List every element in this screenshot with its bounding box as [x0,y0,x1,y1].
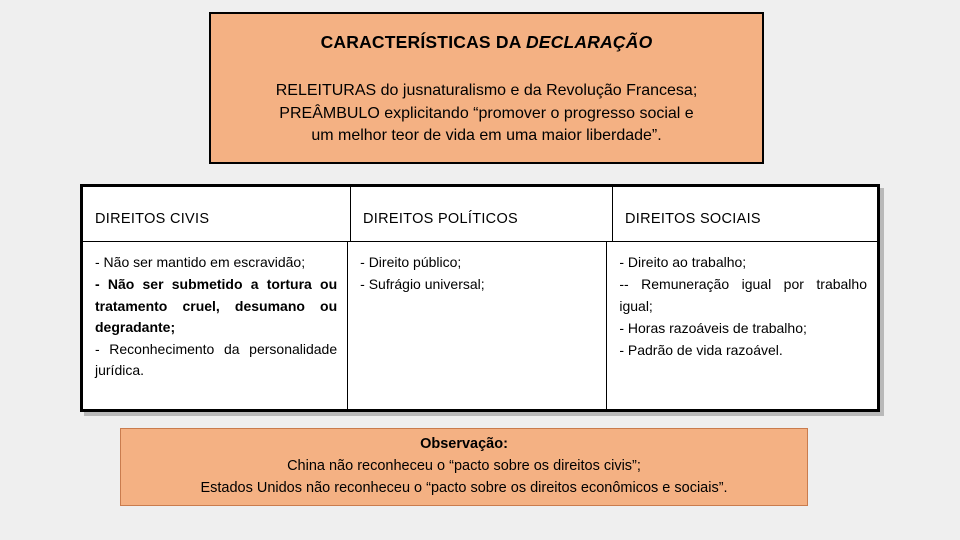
title-box [209,12,764,164]
table-header-cell-sociais [613,187,877,241]
title-body [276,80,698,148]
table-cell-civis [83,242,348,409]
rights-list-sociais [619,252,867,361]
observation-box [120,428,808,506]
list-item: - Horas razoáveis de trabalho; [619,319,807,336]
title-prefix: CARACTERÍSTICAS DA [320,32,526,52]
page-title [321,32,653,54]
list-item: - Não ser mantido em escravidão; [95,254,306,270]
rights-list-civis [95,252,337,382]
list-item: - Reconhecimento da personalidade jurídica. [95,341,338,379]
table-body-row [83,242,877,409]
table-cell-sociais [607,242,877,409]
list-item: - Direito ao trabalho; [619,254,747,270]
table-header-row [83,187,877,242]
table-cell-politicos [348,242,607,409]
observation-line: China não reconheceu o “pacto sobre os direitos civis”; [287,458,641,475]
list-item: - Direito público; [360,254,462,270]
column-header-label: DIREITOS SOCIAIS [625,211,761,227]
rights-list-politicos [360,252,596,296]
title-body-line: PREÂMBULO explicitando “promover o progresso social e [279,104,694,122]
table-header-cell-politicos [351,187,613,241]
title-emphasis: DECLARAÇÃO [525,32,653,52]
observation-line: Estados Unidos não reconheceu o “pacto sobre os direitos econômicos e sociais”. [200,479,728,496]
title-body-line: RELEITURAS do jusnaturalismo e da Revolução Francesa; [275,81,698,99]
table-header-cell-civis [83,187,351,241]
list-item: - Padrão de vida razoável. [619,342,783,359]
observation-title: Observação: [420,436,508,453]
list-item: - Sufrágio universal; [360,276,485,293]
rights-table [80,184,880,412]
list-item: - Não ser submetido a tortura ou tratamento cruel, desumano ou degradante; [95,276,338,335]
list-item: -- Remuneração igual por trabalho igual; [619,276,867,314]
title-body-line: um melhor teor de vida em uma maior liberdade”. [311,127,662,145]
column-header-label: DIREITOS CIVIS [95,211,210,227]
column-header-label: DIREITOS POLÍTICOS [363,211,518,227]
